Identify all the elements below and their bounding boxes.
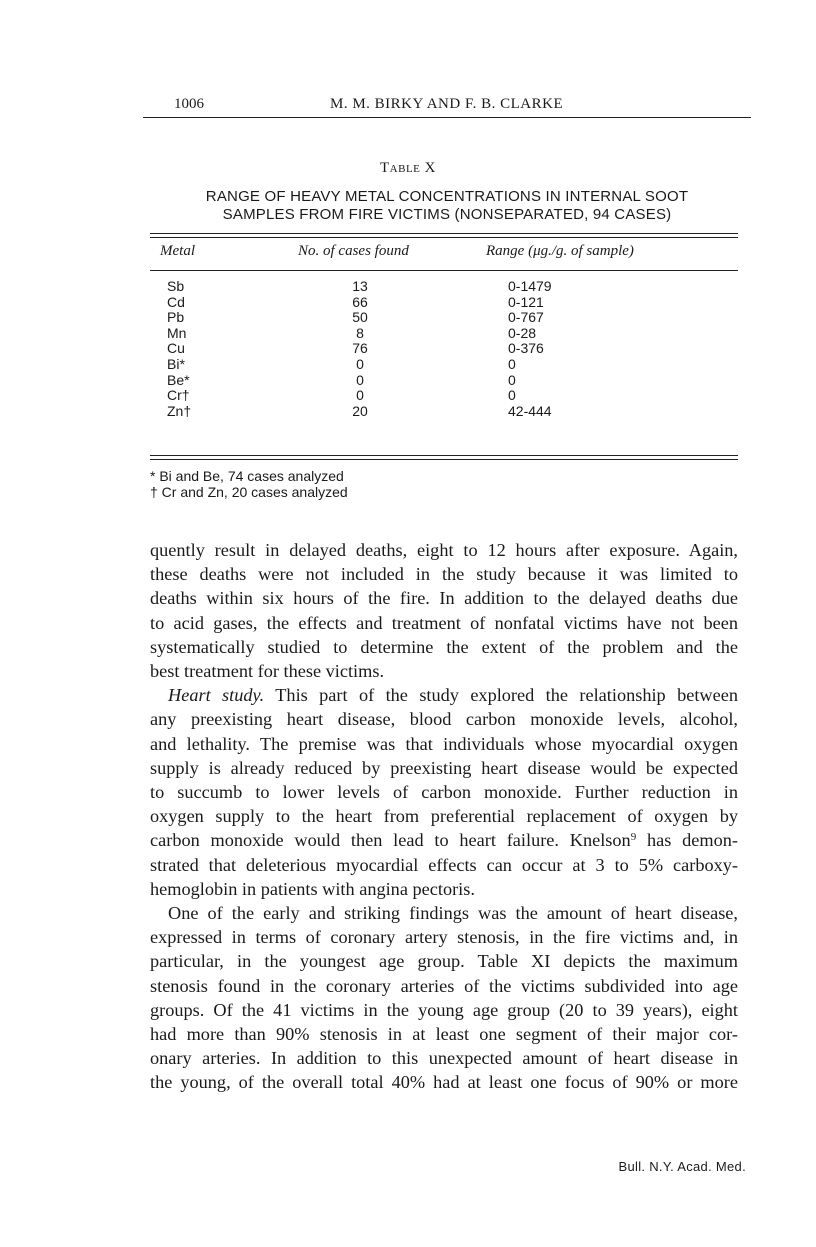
cell-metal: Be* — [167, 371, 190, 388]
text-line: deaths within six hours of the fire. In addition to the delayed deaths due — [150, 588, 738, 609]
cell-range: 0-767 — [508, 309, 544, 326]
table-title-line: SAMPLES FROM FIRE VICTIMS (NONSEPARATED, 94 CASES) — [222, 206, 672, 223]
cell-metal: Bi* — [167, 355, 185, 372]
table-top-rule — [150, 233, 738, 234]
text-line: stenosis found in the coronary arteries of the victims subdivided into age — [150, 975, 738, 996]
table-title — [150, 188, 744, 224]
table-footnote: † Cr and Zn, 20 cases analyzed — [150, 483, 348, 500]
paragraph — [150, 538, 738, 683]
text-run: has demon- — [636, 830, 738, 851]
text-line: strated that deleterious myocardial effects can occur at 3 to 5% carboxy- — [150, 854, 738, 875]
table-row — [150, 310, 738, 326]
text-line: supply is already reduced by preexisting heart disease would be expected — [150, 757, 738, 778]
text-line: quently result in delayed deaths, eight to 12 hours after exposure. Again, — [150, 540, 738, 560]
cell-cases: 0 — [356, 387, 364, 404]
cell-range: 0 — [508, 387, 516, 404]
cell-metal: Sb — [167, 278, 185, 294]
cell-metal: Cr† — [167, 387, 190, 404]
table-row — [150, 341, 738, 357]
cell-range: 0-1479 — [508, 278, 552, 294]
table-title-line: RANGE OF HEAVY METAL CONCENTRATIONS IN INTERNAL SOOT — [205, 188, 689, 205]
text-line — [150, 828, 738, 852]
text-line: to succumb to lower levels of carbon monoxide. Further reduction in — [150, 782, 738, 803]
text-line: to acid gases, the effects and treatment of nonfatal victims have not been — [150, 612, 738, 633]
column-header-cases: No. of cases found — [298, 243, 409, 259]
cell-range: 42-444 — [508, 402, 552, 419]
header-rule — [143, 117, 751, 118]
cell-metal: Pb — [167, 309, 185, 326]
text-line: onary arteries. In addition to this unexpected amount of heart disease in — [150, 1048, 738, 1069]
text-line: these deaths were not included in the study because it was limited to — [150, 564, 738, 585]
table-row — [150, 373, 738, 389]
cell-metal: Zn† — [167, 402, 192, 419]
text-line: any preexisting heart disease, blood carbon monoxide levels, alcohol, — [150, 709, 738, 730]
cell-cases: 20 — [352, 402, 368, 419]
text-line: particular, in the youngest age group. Table XI depicts the maximum — [150, 951, 738, 972]
journal-footer: Bull. N.Y. Acad. Med. — [618, 1159, 746, 1174]
table-bottom-rule — [150, 459, 738, 460]
table-label — [0, 160, 816, 177]
cell-range: 0-28 — [508, 324, 537, 341]
cell-range: 0 — [508, 355, 516, 372]
table-row — [150, 357, 738, 373]
text-run: This part of the study explored the relationship between — [275, 685, 738, 706]
paragraph — [150, 901, 738, 1095]
table-row — [150, 279, 738, 295]
table-footnote: * Bi and Be, 74 cases analyzed — [150, 468, 344, 484]
cell-metal: Mn — [167, 324, 187, 341]
table-bottom-rule — [150, 455, 738, 456]
cell-metal: Cu — [167, 340, 185, 357]
text-line: the young, of the overall total 40% had at least one focus of 90% or more — [150, 1072, 738, 1093]
paragraph-heart-study — [150, 683, 738, 901]
cell-cases: 0 — [356, 371, 364, 388]
cell-range: 0-376 — [508, 340, 544, 357]
page-number: 1006 — [174, 96, 204, 112]
cell-range: 0 — [508, 371, 516, 388]
table-body — [150, 279, 738, 419]
cell-cases: 8 — [356, 324, 364, 341]
text-run: carbon monoxide would then lead to heart failure. Knelson — [150, 830, 631, 851]
table-top-rule — [150, 237, 738, 238]
table-footnotes — [150, 469, 348, 500]
cell-range: 0-121 — [508, 293, 544, 310]
table-row — [150, 404, 738, 420]
cell-metal: Cd — [167, 293, 185, 310]
text-line — [150, 683, 738, 707]
cell-cases: 76 — [352, 340, 368, 357]
text-line: expressed in terms of coronary artery stenosis, in the fire victims and, in — [150, 927, 738, 948]
text-line: groups. Of the 41 victims in the young age group (20 to 39 years), eight — [150, 999, 738, 1020]
text-line: had more than 90% stenosis in at least one segment of their major cor- — [150, 1024, 738, 1045]
text-line: One of the early and striking findings was the amount of heart disease, — [168, 903, 738, 924]
table-row — [150, 295, 738, 311]
table-label-text: Table X — [380, 160, 436, 176]
text-line: oxygen supply to the heart from preferential replacement of oxygen by — [150, 806, 738, 827]
cell-cases: 66 — [352, 293, 368, 310]
text-line: systematically studied to determine the extent of the problem and the — [150, 636, 738, 657]
reference-marker: 9 — [630, 831, 637, 844]
run-in-heading: Heart study. — [168, 685, 265, 706]
table-header-rule — [150, 270, 738, 271]
cell-cases: 0 — [356, 355, 364, 372]
text-line: hemoglobin in patients with angina pectoris. — [150, 878, 475, 899]
body-text — [150, 538, 738, 1095]
cell-cases: 50 — [352, 309, 368, 326]
column-header-metal: Metal — [160, 243, 195, 259]
table-row — [150, 388, 738, 404]
table-row — [150, 326, 738, 342]
text-line: best treatment for these victims. — [150, 661, 385, 682]
text-line: and lethality. The premise was that individuals whose myocardial oxygen — [150, 733, 738, 754]
column-header-range: Range (μg./g. of sample) — [486, 243, 634, 259]
running-header-authors: M. M. BIRKY AND F. B. CLARKE — [330, 96, 564, 112]
cell-cases: 13 — [352, 278, 368, 294]
